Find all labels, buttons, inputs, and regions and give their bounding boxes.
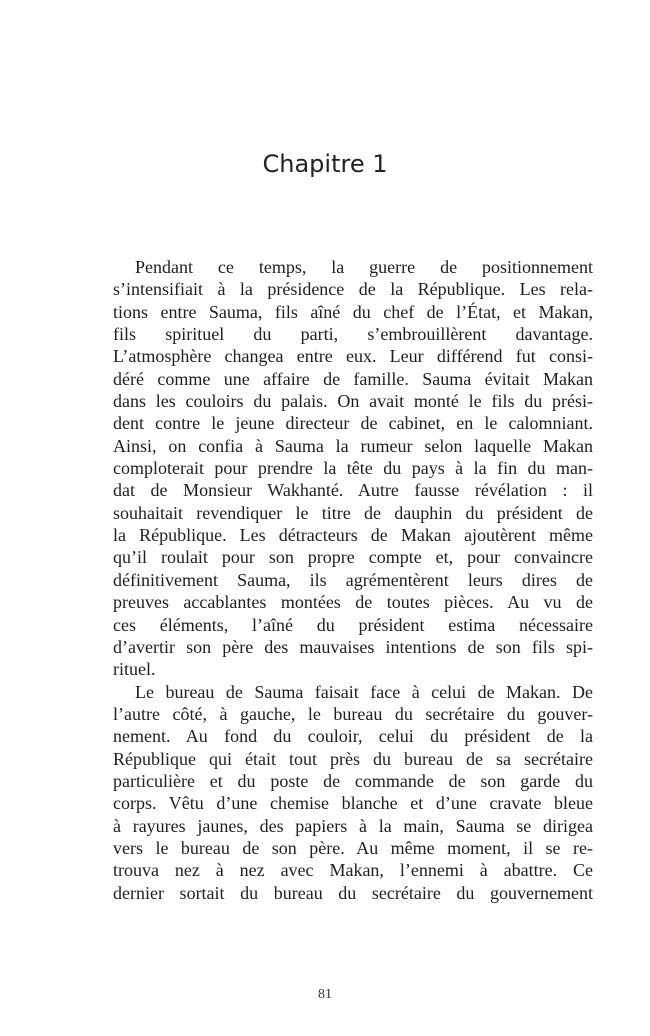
text-line: définitivement Sauma, ils agrémentèrent leurs dires de xyxy=(113,569,593,590)
text-line: Ainsi, on confia à Sauma la rumeur selon laquelle Makan xyxy=(113,435,593,456)
text-line: L’atmosphère changea entre eux. Leur différend fut consi- xyxy=(113,346,593,367)
text-line: d’avertir son père des mauvaises intentions de son fils spi- xyxy=(113,636,593,657)
page-number: 81 xyxy=(318,987,332,1002)
text-line: dent contre le jeune directeur de cabinet, en le calomniant. xyxy=(113,413,593,434)
text-line: l’autre côté, à gauche, le bureau du secrétaire du gouver- xyxy=(113,703,593,724)
text-line: dat de Monsieur Wakhanté. Autre fausse révélation : il xyxy=(113,480,593,501)
text-line: à rayures jaunes, des papiers à la main, Sauma se dirigea xyxy=(113,815,593,836)
paragraph-1 xyxy=(113,256,593,681)
text-line: nement. Au fond du couloir, celui du président de la xyxy=(113,726,593,747)
paragraph-2 xyxy=(113,681,593,904)
text-line: dernier sortait du bureau du secrétaire du gouvernement xyxy=(113,882,593,903)
text-line: qu’il roulait pour son propre compte et, pour convaincre xyxy=(113,547,593,568)
text-line: République qui était tout près du bureau de sa secrétaire xyxy=(113,748,593,769)
text-line: Le bureau de Sauma faisait face à celui de Makan. De xyxy=(135,681,593,702)
text-line: comploterait pour prendre la tête du pays à la fin du man- xyxy=(113,458,593,479)
text-line: s’intensifiait à la présidence de la République. Les rela- xyxy=(113,279,593,300)
text-line: vers le bureau de son père. Au même moment, il se re- xyxy=(113,837,593,858)
text-line: la République. Les détracteurs de Makan ajoutèrent même xyxy=(113,525,593,546)
text-line: dans les couloirs du palais. On avait monté le fils du prési- xyxy=(113,391,593,412)
text-line: preuves accablantes montées de toutes pièces. Au vu de xyxy=(113,592,593,613)
text-line: tions entre Sauma, fils aîné du chef de l’État, et Makan, xyxy=(113,301,593,322)
text-line: rituel. xyxy=(113,659,156,680)
text-line: particulière et du poste de commande de son garde du xyxy=(113,770,593,791)
chapter-title: Chapitre 1 xyxy=(262,150,388,178)
text-line: déré comme une affaire de famille. Sauma évitait Makan xyxy=(113,368,593,389)
text-line: trouva nez à nez avec Makan, l’ennemi à abattre. Ce xyxy=(113,860,593,881)
text-line: fils spirituel du parti, s’embrouillèrent davantage. xyxy=(113,324,593,345)
body-text xyxy=(113,256,593,904)
text-line: ces éléments, l’aîné du président estima nécessaire xyxy=(113,614,593,635)
text-line: souhaitait revendiquer le titre de dauphin du président de xyxy=(113,502,593,523)
text-line: Pendant ce temps, la guerre de positionnement xyxy=(135,257,593,277)
text-line: corps. Vêtu d’une chemise blanche et d’une cravate bleue xyxy=(113,793,593,814)
